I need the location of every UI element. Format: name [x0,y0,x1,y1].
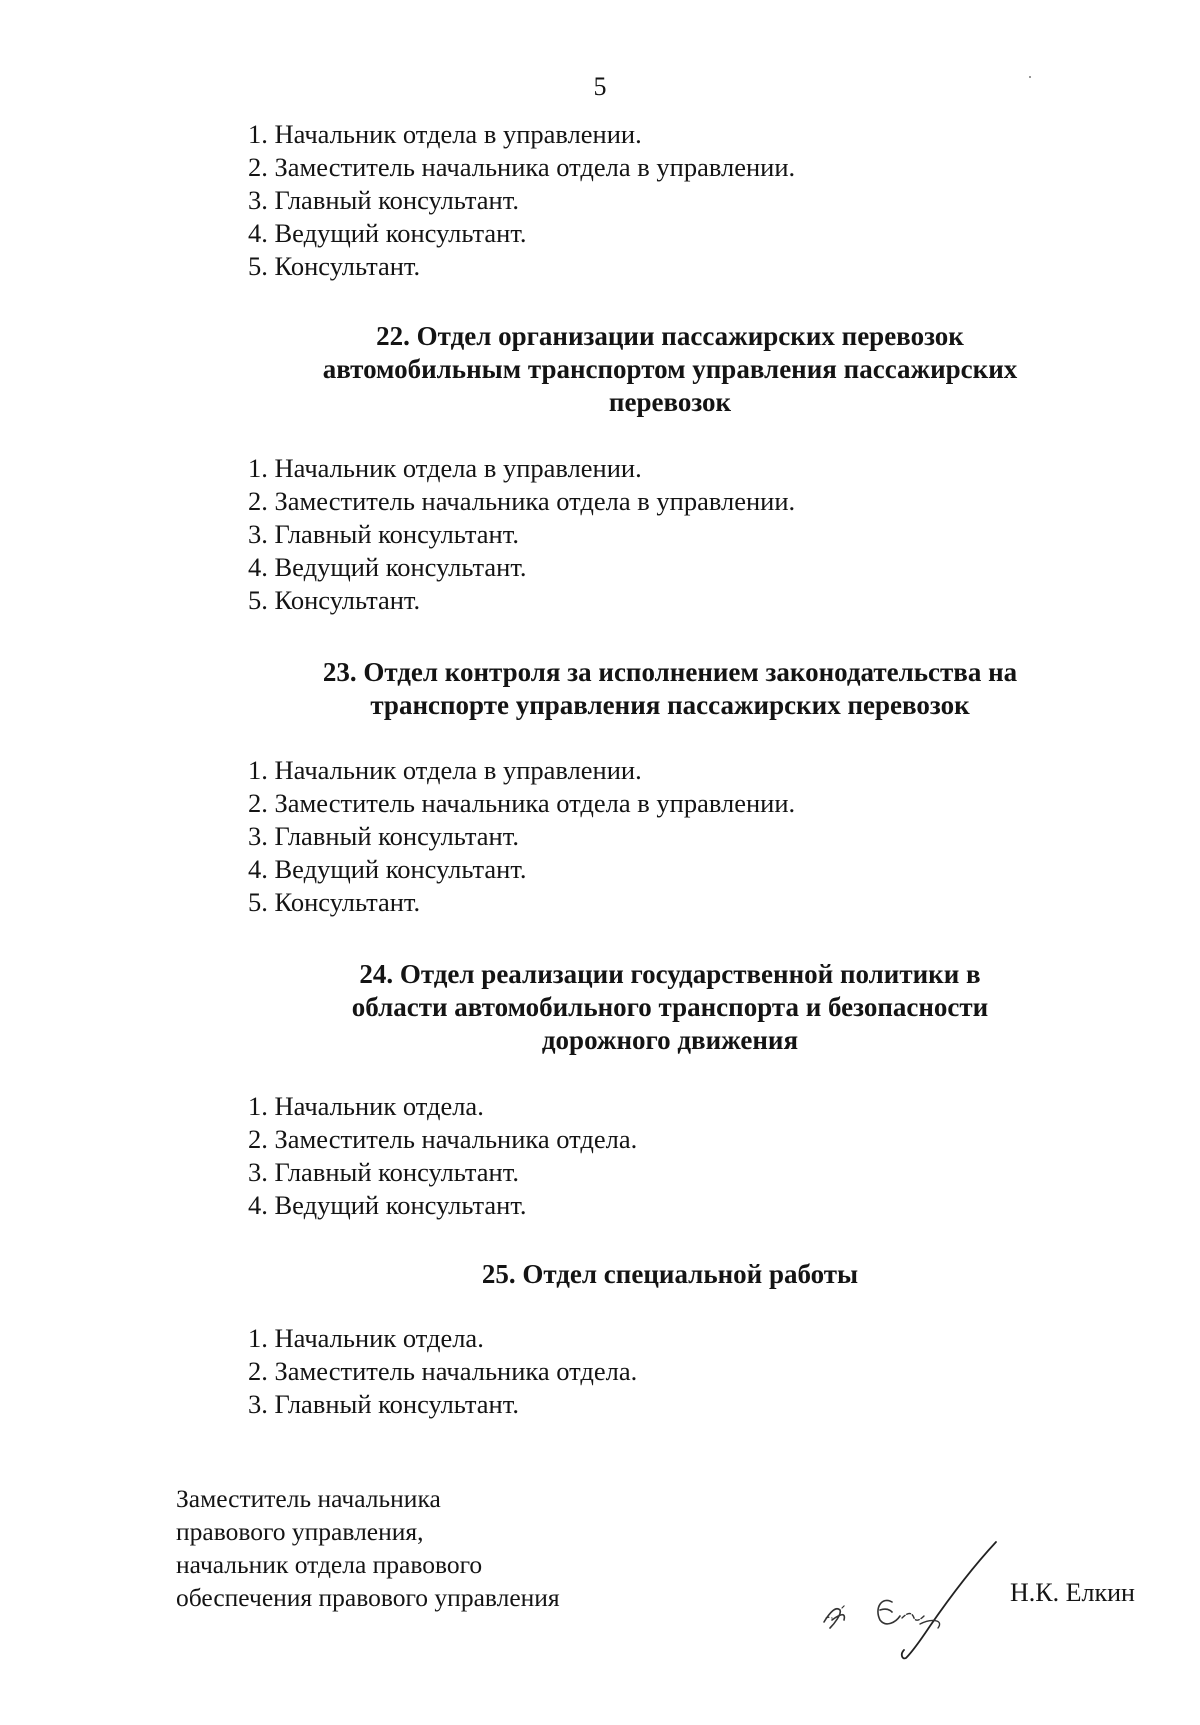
signatory-position-line: начальник отдела правового [176,1550,483,1579]
list-item: 2. Заместитель начальника отдела в управлении. [248,788,796,818]
list-item: 2. Заместитель начальника отдела в управлении. [248,486,796,516]
list-item: 2. Заместитель начальника отдела. [248,1356,638,1386]
heading-line: 23. Отдел контроля за исполнением законодательства на [322,657,1018,687]
section-heading-25 [200,1258,1140,1291]
list-item: 1. Начальник отдела в управлении. [248,119,642,149]
signatory-position [176,1482,560,1614]
list-item: 2. Заместитель начальника отдела в управлении. [248,152,796,182]
scan-speck [1029,76,1031,78]
list-item: 3. Главный консультант. [248,821,519,851]
list-item: 3. Главный консультант. [248,1389,519,1419]
list-item: 5. Консультант. [248,585,421,615]
heading-line: 24. Отдел реализации государственной политики в [359,959,981,989]
signatory-position-line: Заместитель начальника [176,1484,441,1513]
page-number: 5 [593,72,607,101]
section-heading-23 [200,656,1140,722]
list-item: 3. Главный консультант. [248,1157,519,1187]
section-22-position-list [248,452,795,617]
list-item: 5. Консультант. [248,887,421,917]
signatory-position-line: обеспечения правового управления [176,1583,560,1612]
list-item: 3. Главный консультант. [248,185,519,215]
heading-line: области автомобильного транспорта и безопасности [351,992,989,1022]
list-item: 4. Ведущий консультант. [248,552,527,582]
heading-line: автомобильным транспортом управления пассажирских [322,354,1018,384]
list-item: 4. Ведущий консультант. [248,1190,527,1220]
section-24-position-list [248,1090,637,1222]
heading-line: 22. Отдел организации пассажирских перевозок [376,321,964,351]
heading-line: дорожного движения [541,1025,799,1055]
heading-line: перевозок [608,387,732,417]
section-25-position-list [248,1322,637,1421]
section-heading-22 [200,320,1140,419]
list-item: 1. Начальник отдела в управлении. [248,453,642,483]
signatory-name: Н.К. Елкин [1010,1578,1135,1607]
section-23-position-list [248,754,795,919]
list-item: 5. Консультант. [248,251,421,281]
list-item: 1. Начальник отдела в управлении. [248,755,642,785]
list-item: 3. Главный консультант. [248,519,519,549]
list-item: 4. Ведущий консультант. [248,854,527,884]
list-item: 1. Начальник отдела. [248,1091,484,1121]
heading-line: транспорте управления пассажирских перевозок [370,690,970,720]
initial-position-list [248,118,795,283]
handwritten-signature [820,1540,1000,1660]
list-item: 4. Ведущий консультант. [248,218,527,248]
heading-line: 25. Отдел специальной работы [481,1259,859,1289]
signatory-position-line: правового управления, [176,1517,424,1546]
section-heading-24 [200,958,1140,1057]
list-item: 1. Начальник отдела. [248,1323,484,1353]
list-item: 2. Заместитель начальника отдела. [248,1124,638,1154]
